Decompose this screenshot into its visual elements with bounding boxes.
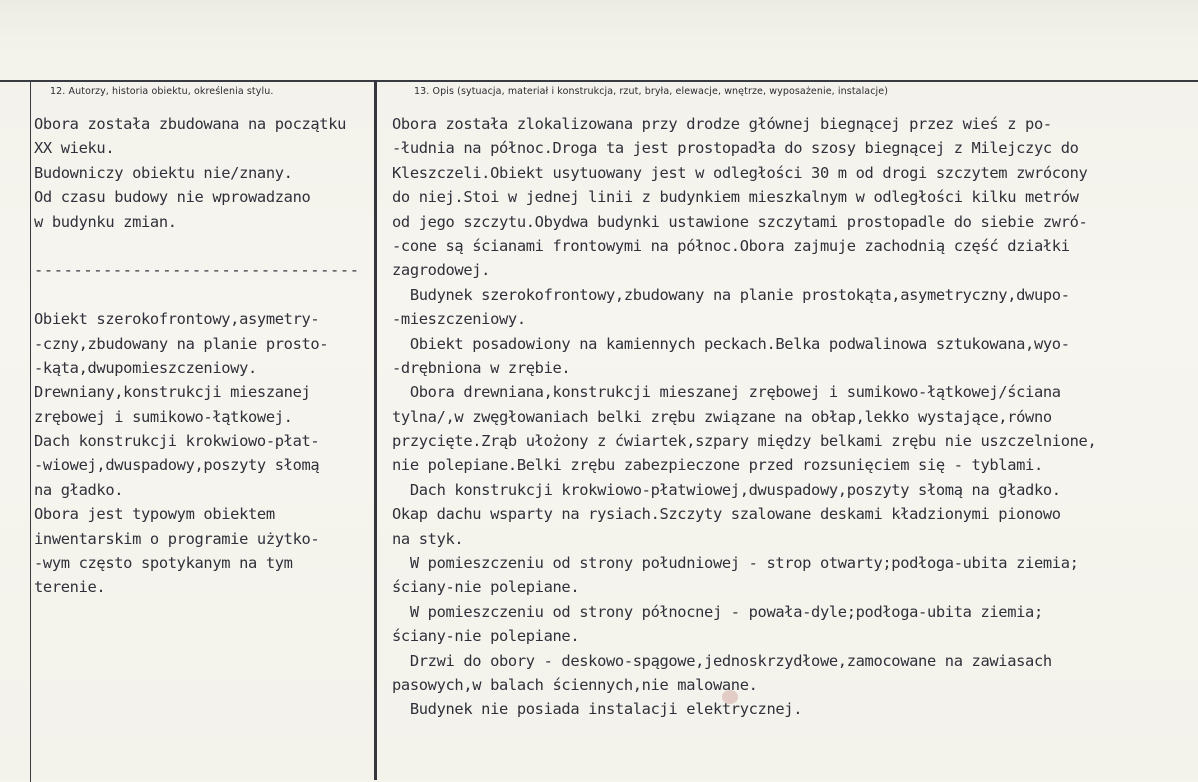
column-divider [374,80,377,780]
description-line: W pomieszczeniu od strony północnej - powała-dyle;podłoga-ubita ziemia; [392,602,1043,621]
history-line: Budowniczy obiektu nie/znany. [34,163,293,182]
description-line: -łudnia na północ.Droga ta jest prostopadła do szosy biegnącej z Milejczyc do [392,139,1079,158]
left-margin-rule [30,82,31,782]
history-line: Od czasu budowy nie wprowadzano [34,188,311,207]
description-line: Dach konstrukcji krokwiowo-płatwiowej,dwuspadowy,poszyty słomą na gładko. [392,480,1061,499]
history-line: Obora została zbudowana na początku [34,115,347,133]
description-line: pasowych,w balach ściennych,nie malowane. [392,675,758,694]
description-line: Obiekt posadowiony na kamiennych peckach.Belka podwalinowa sztukowana,wyo- [392,334,1070,353]
spacer [34,234,360,258]
description-line: na styk. [392,529,464,548]
description-line: -drębniona w zrębie. [392,358,571,377]
description-line: -cone są ścianami frontowymi na północ.Obora zajmuje zachodnią część działki [392,236,1070,255]
section-13-heading: 13. Opis (sytuacja, materiał i konstrukcja, rzut, bryła, elewacje, wnętrze, wyposażenie, instalacje) [414,86,889,97]
description-line: Okap dachu wsparty na rysiach.Szczyty szalowane deskami kładzionymi pionowo [392,505,1061,524]
description-line: tylna/,w zwęgłowaniach belki zrębu związane na obłap,lekko wystające,równo [392,407,1052,426]
description-line: ściany-nie polepiane. [392,578,580,597]
description-line: Budynek szerokofrontowy,zbudowany na planie prostokąta,asymetryczny,dwupo- [392,285,1070,304]
description-line: przycięte.Zrąb ułożony z ćwiartek,szpary między belkami zrębu nie uszczelnione, [392,432,1097,451]
description-line: ściany-nie polepiane. [392,627,580,646]
description-line: od jego szczytu.Obydwa budynki ustawione szczytami prostopadle do siebie zwró- [392,212,1088,231]
style-line: na gładko. [34,480,124,499]
style-line: Obora jest typowym obiektem [34,505,275,524]
left-header-rule [34,80,374,82]
description-line: Drzwi do obory - deskowo-spągowe,jednoskrzydłowe,zamocowane na zawiasach [392,651,1052,670]
description-line: Kleszczeli.Obiekt usytuowany jest w odległości 30 m od drogi szczytem zwrócony [392,163,1088,182]
description-line: W pomieszczeniu od strony południowej - strop otwarty;podłoga-ubita ziemia; [392,554,1079,573]
spacer [34,283,360,307]
description-line: zagrodowej. [392,261,491,280]
right-header-rule [377,80,1198,82]
style-line: -wiowej,dwuspadowy,poszyty słomą [34,456,320,475]
style-line: inwentarskim o programie użytko- [34,529,320,548]
left-margin-frame [0,80,34,782]
style-line: -wym często spotykanym na tym [34,554,293,573]
style-line: -czny,zbudowany na planie prosto- [34,334,329,353]
history-line: XX wieku. [34,139,115,158]
description-line: nie polepiane.Belki zrębu zabezpieczone przed rozsunięciem się - tyblami. [392,456,1043,475]
style-line: terenie. [34,578,106,597]
description-line: -mieszczeniowy. [392,310,526,329]
style-line: Dach konstrukcji krokwiowo-płat- [34,432,320,451]
dashed-separator: --------------------------------- [34,261,360,280]
style-line: Obiekt szerokofrontowy,asymetry- [34,310,320,329]
description-line: Obora została zlokalizowana przy drodze głównej biegnącej przez wieś z po- [392,115,1052,133]
description-line: Budynek nie posiada instalacji elektrycznej. [392,700,803,719]
description-line: do niej.Stoi w jednej linii z budynkiem mieszkalnym w odległości kilku metrów [392,188,1079,207]
page-top-edge [0,0,1198,40]
right-column [392,112,1096,722]
style-line: -kąta,dwupomieszczeniowy. [34,358,257,377]
style-line: zrębowej i sumikowo-łątkowej. [34,407,293,426]
description-line: Obora drewniana,konstrukcji mieszanej zrębowej i sumikowo-łątkowej/ściana [392,383,1061,402]
section-12-heading: 12. Autorzy, historia obiektu, określenia stylu. [50,86,274,97]
history-line: w budynku zmian. [34,212,177,231]
left-column [34,112,360,600]
style-line: Drewniany,konstrukcji mieszanej [34,383,311,402]
ink-smudge [722,690,738,704]
